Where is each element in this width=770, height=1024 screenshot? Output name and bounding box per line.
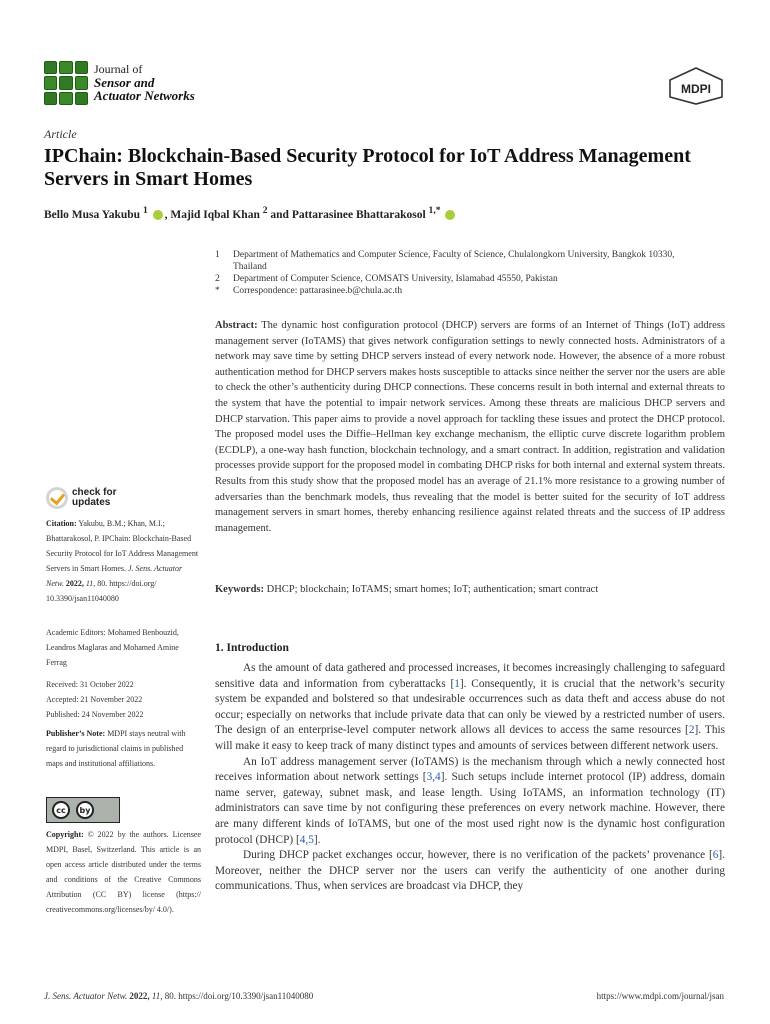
publisher-note (46, 726, 201, 771)
footer-year: 2022, (129, 991, 150, 1001)
affiliations (215, 249, 693, 297)
accepted-date: Accepted: 21 November 2022 (46, 695, 143, 704)
academic-editors: Academic Editors: Mohamed Benbouzid, Leandros Maglaras and Mohamed Amine Ferrag (46, 628, 179, 667)
copyright (46, 827, 201, 917)
author-3[interactable]: and Pattarasinee Bhattarakosol (267, 208, 426, 221)
footer-journal: J. Sens. Actuator Netw. (44, 991, 128, 1001)
copyright-text: © 2022 by the authors. Licensee MDPI, Basel, Switzerland. This article is an open access article distributed under the terms and conditions of the Creative Commons Attribution (CC BY) license (https:// creativecommons.org/licenses/by/ 4.0/). (46, 830, 202, 914)
citation-link[interactable]: 6 (712, 849, 719, 862)
affiliation-1 (215, 249, 693, 273)
by-icon: by (76, 801, 94, 819)
mdpi-logo (668, 67, 724, 105)
author-1-sup: 1 (142, 205, 148, 216)
citation-volume: 11, (85, 579, 96, 588)
copyright-label: Copyright: (46, 830, 84, 839)
journal-line1: Journal of (94, 62, 143, 76)
note-text: MDPI stays neutral with regard to jurisdictional claims in published maps and institutional affiliations. (46, 729, 186, 768)
affiliation-text: Department of Mathematics and Computer Science, Faculty of Science, Chulalongkorn University, Bangkok 10330, Thailand (233, 250, 675, 272)
citation-doi-link[interactable]: 80. https://doi.org/ 10.3390/jsan11040080 (46, 579, 157, 603)
keywords-text: DHCP; blockchain; IoTAMS; smart homes; IoT; authentication; smart contract (266, 584, 599, 595)
citation (46, 516, 201, 606)
footer-doi-link[interactable]: 80. https://doi.org/10.3390/jsan11040080 (164, 991, 314, 1001)
citation-text: Yakubu, B.M.; Khan, M.I.; Bhattarakosol, P. IPChain: Blockchain-Based Security Protocol for IoT Address Management Servers in Smart Homes. (46, 519, 199, 573)
cc-license-badge[interactable] (46, 797, 120, 823)
page-title: IPChain: Blockchain-Based Security Protocol for IoT Address Management Servers in Smart Homes (44, 145, 691, 190)
introduction-body (215, 661, 725, 895)
affiliation-mark: 1 (215, 250, 220, 260)
author-3-sup: 1,* (428, 205, 441, 216)
check-line1: check for (72, 487, 117, 498)
abstract-text: The dynamic host configuration protocol (DHCP) servers are forms of an Internet of Things (IoT) address management server (IoTAMS) that gives network configuration settings to newly connected hosts. Administrators of a network may save time by setting DHCP servers instead of every network node. However, the absence of a more robust authentication method for DHCP servers makes hosts susceptible to attacks since neither the server nor the users are able to check the other’s authenticity during DHCP connections. These concerns result in both internal and external threats to the system that have the potential to impair network services. Among these threats are malicious DHCP servers and DHCP starvation. This paper aims to provide a novel approach for tackling these issues and protect the DHCP protocol. The proposed model uses the Diffie–Hellman key exchange mechanism, the elliptic curve discrete logarithm problem (ECDLP), a one-way hash function, blockchain technology, and a smart contract. In addition, registration and validation processes provide support for the proposed model in combating DHCP risks for both internal and external system threats. Results from this study show that the proposed model has an average of 21.1% more resistance to a growing number of adversaries than the benchmark models, thus revealing that the model is better suited for the security of IoT address management servers in smart homes, thereby enhancing resilience against related threats and the success of IP address management. (215, 320, 726, 534)
journal-name (94, 63, 195, 102)
paragraph: An IoT address management server (IoTAMS) is the mechanism through which a newly connected host receives information about network settings [3,4]. Such setups include internet protocol (IP) address, domain name server, gateway, subnet mask, and lease length. Using IoTAMS, an information technology (IT) administrators can save time by not configuring these preferences on every network machine. However, there are many different kinds of IoTAMS, but one of the most used right now is the dynamic host configuration protocol (DHCP) [4,5]. (215, 755, 725, 846)
paragraph: As the amount of data gathered and processed increases, it becomes increasingly challenging to safeguard sensitive data and information from cyberattacks [1]. Consequently, it is crucial that the network’s security system be expanded and bolstered so that undesirable occurrences such as data theft and access abuse do not occur; especially on networks that include private data that can only be viewed by a restricted number of users. The design of an enterprise-level computer network allows all devices to access the same resources [2]. This will make it easy to keep track of many distinct types and amounts of services between different network users. (215, 662, 726, 752)
abstract-label: Abstract: (215, 320, 258, 331)
footer-citation (44, 991, 313, 1001)
check-line2: updates (72, 497, 111, 508)
author-2-sup: 2 (262, 205, 268, 216)
note-label: Publisher’s Note: (46, 729, 106, 738)
journal-line2: Sensor and (94, 75, 155, 90)
journal-logo (44, 61, 88, 105)
check-icon (46, 487, 68, 509)
abstract (215, 318, 725, 536)
correspondence (215, 285, 693, 297)
citation-link[interactable]: 3,4 (426, 771, 441, 784)
author-2[interactable]: , Majid Iqbal Khan (164, 208, 260, 221)
affiliation-mark: 2 (215, 274, 220, 284)
published-date: Published: 24 November 2022 (46, 710, 144, 719)
author-1[interactable]: Bello Musa Yakubu (44, 208, 141, 221)
mdpi-logo-text: MDPI (681, 82, 711, 96)
citation-link[interactable]: 2 (688, 724, 695, 737)
footer-journal-url[interactable]: https://www.mdpi.com/journal/jsan (596, 991, 724, 1001)
article-type: Article (44, 127, 77, 141)
keywords (215, 584, 725, 595)
affiliation-2 (215, 273, 693, 285)
check-for-updates-button[interactable] (46, 487, 116, 509)
section-heading: 1. Introduction (215, 642, 289, 654)
citation-label: Citation: (46, 519, 77, 528)
dates (46, 677, 201, 722)
correspondence-text[interactable]: Correspondence: pattarasinee.b@chula.ac.th (233, 286, 403, 296)
author-list (44, 205, 457, 221)
citation-link[interactable]: 4,5 (299, 833, 314, 846)
citation-year: 2022, (65, 579, 84, 588)
affiliation-text: Department of Computer Science, COMSATS University, Islamabad 45550, Pakistan (233, 274, 558, 284)
footer-volume: 11, (151, 991, 163, 1001)
journal-line3: Actuator Networks (94, 88, 195, 103)
affiliation-mark: * (215, 286, 220, 296)
citation-link[interactable]: 1 (454, 677, 460, 690)
cc-icon: cc (52, 801, 70, 819)
orcid-icon[interactable] (153, 210, 163, 220)
orcid-icon[interactable] (445, 210, 455, 220)
keywords-label: Keywords: (215, 584, 264, 595)
citation-journal: J. Sens. Actuator Netw. (46, 564, 183, 588)
paragraph: During DHCP packet exchanges occur, however, there is no verification of the packets’ provenance [6]. Moreover, neither the DHCP server nor the users can verify the authenticity of one another during communications. Thus, when services are broadcast via DHCP, they (215, 849, 725, 893)
received-date: Received: 31 October 2022 (46, 680, 134, 689)
